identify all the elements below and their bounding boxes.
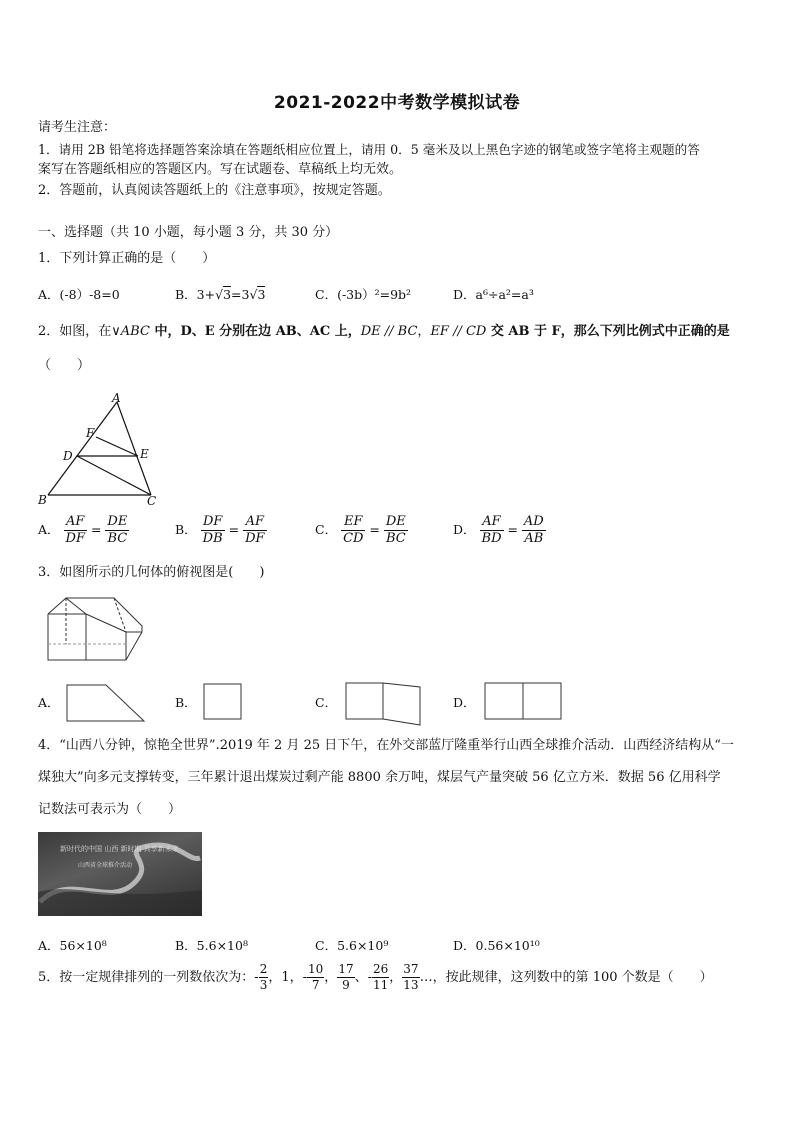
q3-option-b-shape[interactable] [203,683,243,721]
denominator: 11 [373,978,389,992]
q5-stem: 5．按一定规律排列的一列数依次为：- $\frac{2}{3}$ ，1，- $\frac{10}{7}$ ， $\frac{17}{9}$ 、- $\frac{26}{11}$ ， $\frac{37}{13}$ …，按此规律，这列数中的第 100 个数是（ ） [38,962,713,992]
notice-heading: 请考生注意： [38,120,117,135]
denominator: DB [202,531,223,546]
numerator: DF [201,514,225,531]
q1-b-radicand-2: 3 [257,287,266,302]
segment-dc [77,456,151,495]
q5-stem-b: …，按此规律，这列数中的第 100 个数是（ ） [419,970,713,985]
q2-option-a-letter: A． [38,522,60,537]
page-title: 2021-2022中考数学模拟试卷 [273,93,521,113]
edge-ab [48,402,117,495]
sqrt-icon: √ [249,287,258,302]
notice-line-1b: 案写在答题纸相应的答题区内。写在试题卷、草稿纸上均无效。 [38,162,403,177]
fraction [243,514,266,547]
label-c: C [147,494,157,508]
q2-option-c[interactable]: C． $\frac{EF}{CD}$ = $\frac{DE}{BC}$ [315,514,406,546]
q5-one: ，1， [268,970,303,985]
q1-option-c[interactable]: C．(-3b）²=9b² [315,287,412,302]
q2-stem-b: 中，D、E 分别在边 AB、AC 上， [149,324,361,339]
numerator: DE [107,514,128,529]
q2-stem [38,322,730,342]
notice-line-2: 2．答题前，认真阅读答题纸上的《注意事项》，按规定答题。 [38,183,391,198]
fraction [341,514,365,547]
segment-fe [96,437,138,456]
q3-option-a-label[interactable]: A． [38,695,60,710]
q4-line-3: 记数法可表示为（ ） [38,802,182,817]
q2-stem-d: 交 AB 于 F，那么下列比例式中正确的是 [486,324,730,339]
denominator: DF [245,531,265,546]
label-f: F [86,426,95,440]
q3-option-a-shape[interactable] [66,683,146,723]
label-d: D [63,449,73,463]
numerator: AF [480,514,504,531]
denominator: 3 [259,978,268,992]
numerator: AD [523,514,544,529]
q2-option-c-letter: C． [315,522,338,537]
solid-edge [66,598,86,614]
q1-option-a[interactable]: A．(-8）-8=0 [38,287,120,302]
q2-option-d-letter: D． [453,522,476,537]
q3-option-d-label[interactable]: D． [453,695,476,710]
fraction [480,514,504,547]
numerator: 2 [259,962,268,976]
denominator: DF [65,531,85,546]
fraction [337,962,354,993]
q1-stem: 1．下列计算正确的是（ ） [38,251,216,266]
q3-option-c-shape[interactable] [345,681,423,727]
q4-event-photo [38,832,202,916]
q1-option-d[interactable]: D．a⁶÷a²=a³ [453,287,534,302]
q1-b-mid: =3 [231,287,250,302]
solid-outline [48,598,142,660]
label-b: B [38,493,47,507]
numerator: 17 [338,962,354,976]
denominator: 13 [403,978,419,992]
q4-option-b[interactable]: B．5.6×10⁸ [175,938,248,953]
q2-triangle-figure [36,392,166,510]
q4-option-c[interactable]: C．5.6×10⁹ [315,938,389,953]
denominator: 7 [311,978,320,992]
q5-stem-a: 5．按一定规律排列的一列数依次为： [38,970,255,985]
q3-stem: 3．如图所示的几何体的俯视图是( ) [38,565,265,580]
notice-line-1a: 1．请用 2B 铅笔将选择题答案涂填在答题纸相应位置上，请用 0．5 毫米及以上黑色字迹的钢笔或签字笔将主观题的答 [38,142,700,157]
q2-stem-a: 2．如图，在 [38,324,112,339]
denominator: CD [343,531,364,546]
numerator: 37 [403,962,419,976]
q2-option-a[interactable]: A． $\frac{AF}{DF}$ = $\frac{DE}{BC}$ [38,514,128,546]
fraction [259,962,269,993]
fraction [522,514,546,547]
solid-edge [86,614,126,632]
fraction [372,962,389,993]
label-a: A [112,392,121,405]
fraction [201,514,225,547]
q3-solid-figure [46,594,146,662]
q4-line-2: 煤独大”向多元支撑转变，三年累计退出煤炭过剩产能 8800 余万吨，煤层气产量突破 56 亿立方米．数据 56 亿用科学 [38,770,721,785]
q2-stem-c: ， [417,324,431,339]
q4-line-1: 4．“山西八分钟，惊艳全世界”.2019 年 2 月 25 日下午，在外交部蓝厅隆重举行山西全球推介活动．山西经济结构从“一 [38,738,734,753]
photo-caption-1: 新时代的中国 山西 新时期 共享新未来 [60,845,179,853]
numerator: AF [243,514,266,531]
sqrt-icon: √ [215,287,224,302]
q2-option-b-letter: B． [175,522,197,537]
q3-option-d-shape[interactable] [484,681,564,721]
denominator: 9 [342,978,350,992]
fraction [384,514,408,547]
fraction [307,962,324,993]
q2-option-b[interactable]: B． $\frac{DF}{DB}$ = $\frac{AF}{DF}$ [175,514,265,546]
q1-b-radicand-1: 3 [223,287,232,302]
numerator: EF [341,514,365,531]
label-e: E [140,447,149,461]
q2-stem-de: DE // BC [360,324,418,339]
q3-option-c-label[interactable]: C． [315,695,338,710]
q4-option-a[interactable]: A．56×10⁸ [38,938,107,953]
q2-stem-triangle: ∨ABC [111,324,150,339]
q3-option-b-label[interactable]: B． [175,695,197,710]
q2-option-d[interactable]: D． $\frac{AF}{BD}$ = $\frac{AD}{AB}$ [453,514,544,546]
q4-option-d[interactable]: D．0.56×10¹⁰ [453,938,540,953]
photo-caption-2: 山西省全球推介活动 [78,862,133,869]
numerator: 26 [373,962,389,976]
numerator: DE [385,514,406,529]
q1-b-prefix: B．3+ [175,287,216,302]
numerator: AF [64,514,87,531]
section-heading: 一、选择题（共 10 小题，每小题 3 分，共 30 分） [38,225,339,240]
fraction [105,514,129,547]
denominator: AB [524,531,544,546]
denominator: BC [385,531,406,546]
q1-option-b[interactable] [175,285,265,303]
numerator: 10 [308,962,324,976]
denominator: BD [481,531,502,546]
denominator: BC [107,531,128,546]
fraction [64,514,87,547]
q2-stem-ef: EF // CD [430,324,487,339]
fraction [402,962,419,993]
q2-answer-paren: （ ） [38,358,91,373]
